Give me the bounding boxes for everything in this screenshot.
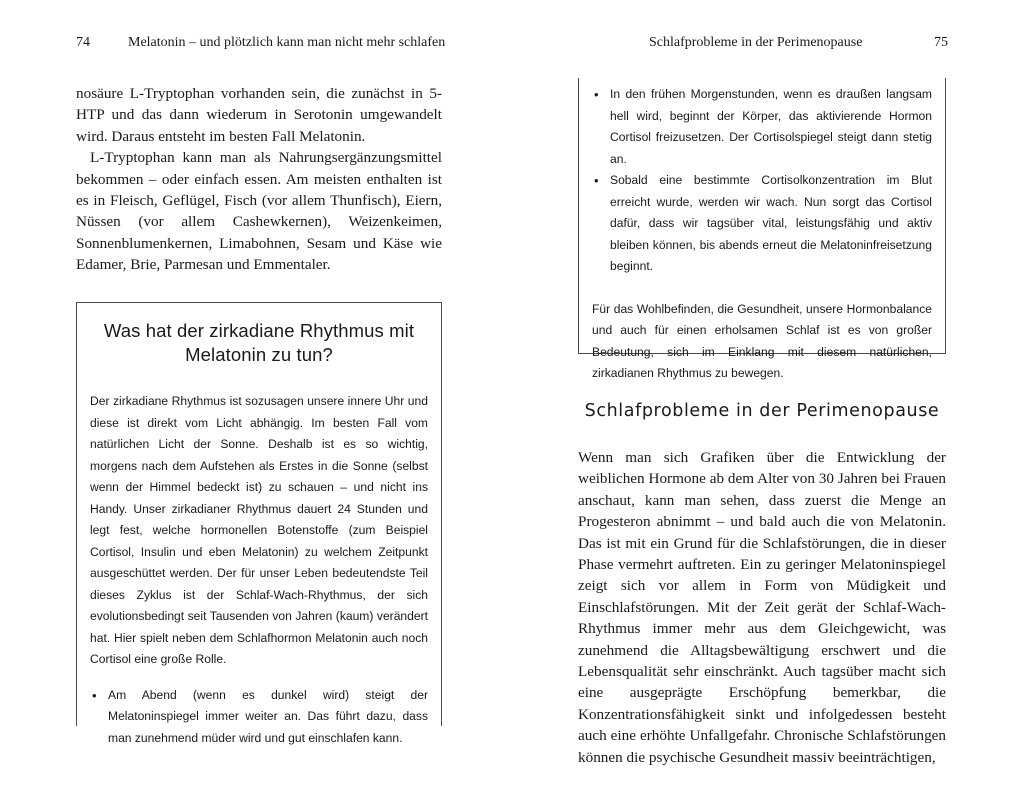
box-body [77,391,441,749]
body-text [578,447,946,768]
info-box [76,302,442,745]
running-head: Melatonin – und plötzlich kann man nicht mehr schlafen [128,35,446,50]
bullet-item: • Sobald eine bestimmte Cortisolkonzentration im Blut erreicht wurde, werden wir wach. Nun sorgt das Cortisol dafür, dass wir tagsüber vital, leistungsfähig und aktiv bleiben können, bis abends erneut die Melatoninfreisetzung beginnt. [592,170,932,278]
paragraph: Wenn man sich Grafiken über die Entwicklung der weiblichen Hormone ab dem Alter von 30 Jahren bei Frauen anschaut, kann man sehen, dass zuerst die Menge an Progesteron abnimmt – und bald auch die von Melatonin. Das ist mit ein Grund für die Schlafstörungen, die in dieser Phase vermehrt auftreten. Ein zu geringer Melatoninspiegel zeigt sich vor allem in Form von Müdigkeit und Einschlafstörungen. Mit der Zeit gerät der Schlaf-Wach-Rhythmus immer mehr aus dem Gleichgewicht, was zunehmend die Alltagsbewältigung erschwert und die Lebensqualität sehr einschränkt. Auch tagsüber macht sich eine ausgeprägte Erschöpfung bemerkbar, die Konzentrationsfähigkeit sinkt und infolgedessen besteht auch eine erhöhte Unfallgefahr. Chronische Schlafstörungen können die psychische Gesundheit massiv beeinträchtigen, [578,449,946,766]
right-page [510,0,1020,793]
paragraph: nosäure L-Tryptophan vorhanden sein, die zunächst in 5-HTP und das dann wiederum in Serotonin umgewandelt wird. Daraus entsteht im besten Fall Melatonin. [76,85,442,145]
box-paragraph: Für das Wohlbefinden, die Gesundheit, unsere Hormonbalance und auch für einen erholsamen Schlaf ist es von großer Bedeutung, sich im Einklang mit diesem natürlichen, zirkadianen Rhythmus zu bewegen. [592,301,932,380]
box-paragraph: Der zirkadiane Rhythmus ist sozusagen unsere innere Uhr und diese ist direkt vom Licht abhängig. Im besten Fall vom natürlichen Licht der Sonne. Deshalb ist es so wichtig, morgens nach dem Aufstehen als Erstes in die Sonne (selbst wenn der Himmel bedeckt ist) zu schauen – und nicht ins Handy. Unser zirkadianer Rhythmus dauert 24 Stunden und legt fest, welche hormonellen Botenstoffe (zum Beispiel Cortisol, Insulin und eben Melatonin) zu welchem Zeitpunkt ausgeschüttet werden. Der für unser Leben bedeutendste Teil dieses Zyklus ist der Schlaf-Wach-Rhythmus, der sich evolutionsbedingt seit Tausenden von Jahren (kaum) verändert hat. Hier spielt neben dem Schlafhormon Melatonin auch noch Cortisol eine große Rolle. [90,394,428,666]
paragraph: L-Tryptophan kann man als Nahrungsergänzungsmittel bekommen – oder einfach essen. Am meisten enthalten ist es in Fleisch, Geflügel, Fisch (vor allem Thunfisch), Eiern, Nüssen (vor allem Cashewkernen), Weizenkeimen, Sonnenblumenkernen, Limabohnen, Sesam und Käse wie Edamer, Brie, Parmesan und Emmentaler. [76,149,442,274]
box-title: Was hat der zirkadiane Rhythmus mit Melatonin zu tun? [103,320,415,365]
page-number: 74 [76,35,90,50]
bullet-item: • Am Abend (wenn es dunkel wird) steigt der Melatoninspiegel immer weiter an. Das führt dazu, dass man zunehmend müder wird und gut einschlafen kann. [90,685,428,750]
info-box-continued [578,78,946,380]
box-body [579,78,945,385]
bullet-list [90,685,428,750]
body-text [76,83,442,276]
bullet-item: • In den frühen Morgenstunden, wenn es draußen langsam hell wird, beginnt der Körper, das aktivierende Hormon Cortisol freizusetzen. Der Cortisolspiegel steigt dann stetig an. [592,84,932,170]
section-heading: Schlafprobleme in der Perimenopause [584,401,940,421]
page-number: 75 [934,35,948,50]
running-head: Schlafprobleme in der Perimenopause [649,35,863,50]
bullet-list [592,84,932,278]
